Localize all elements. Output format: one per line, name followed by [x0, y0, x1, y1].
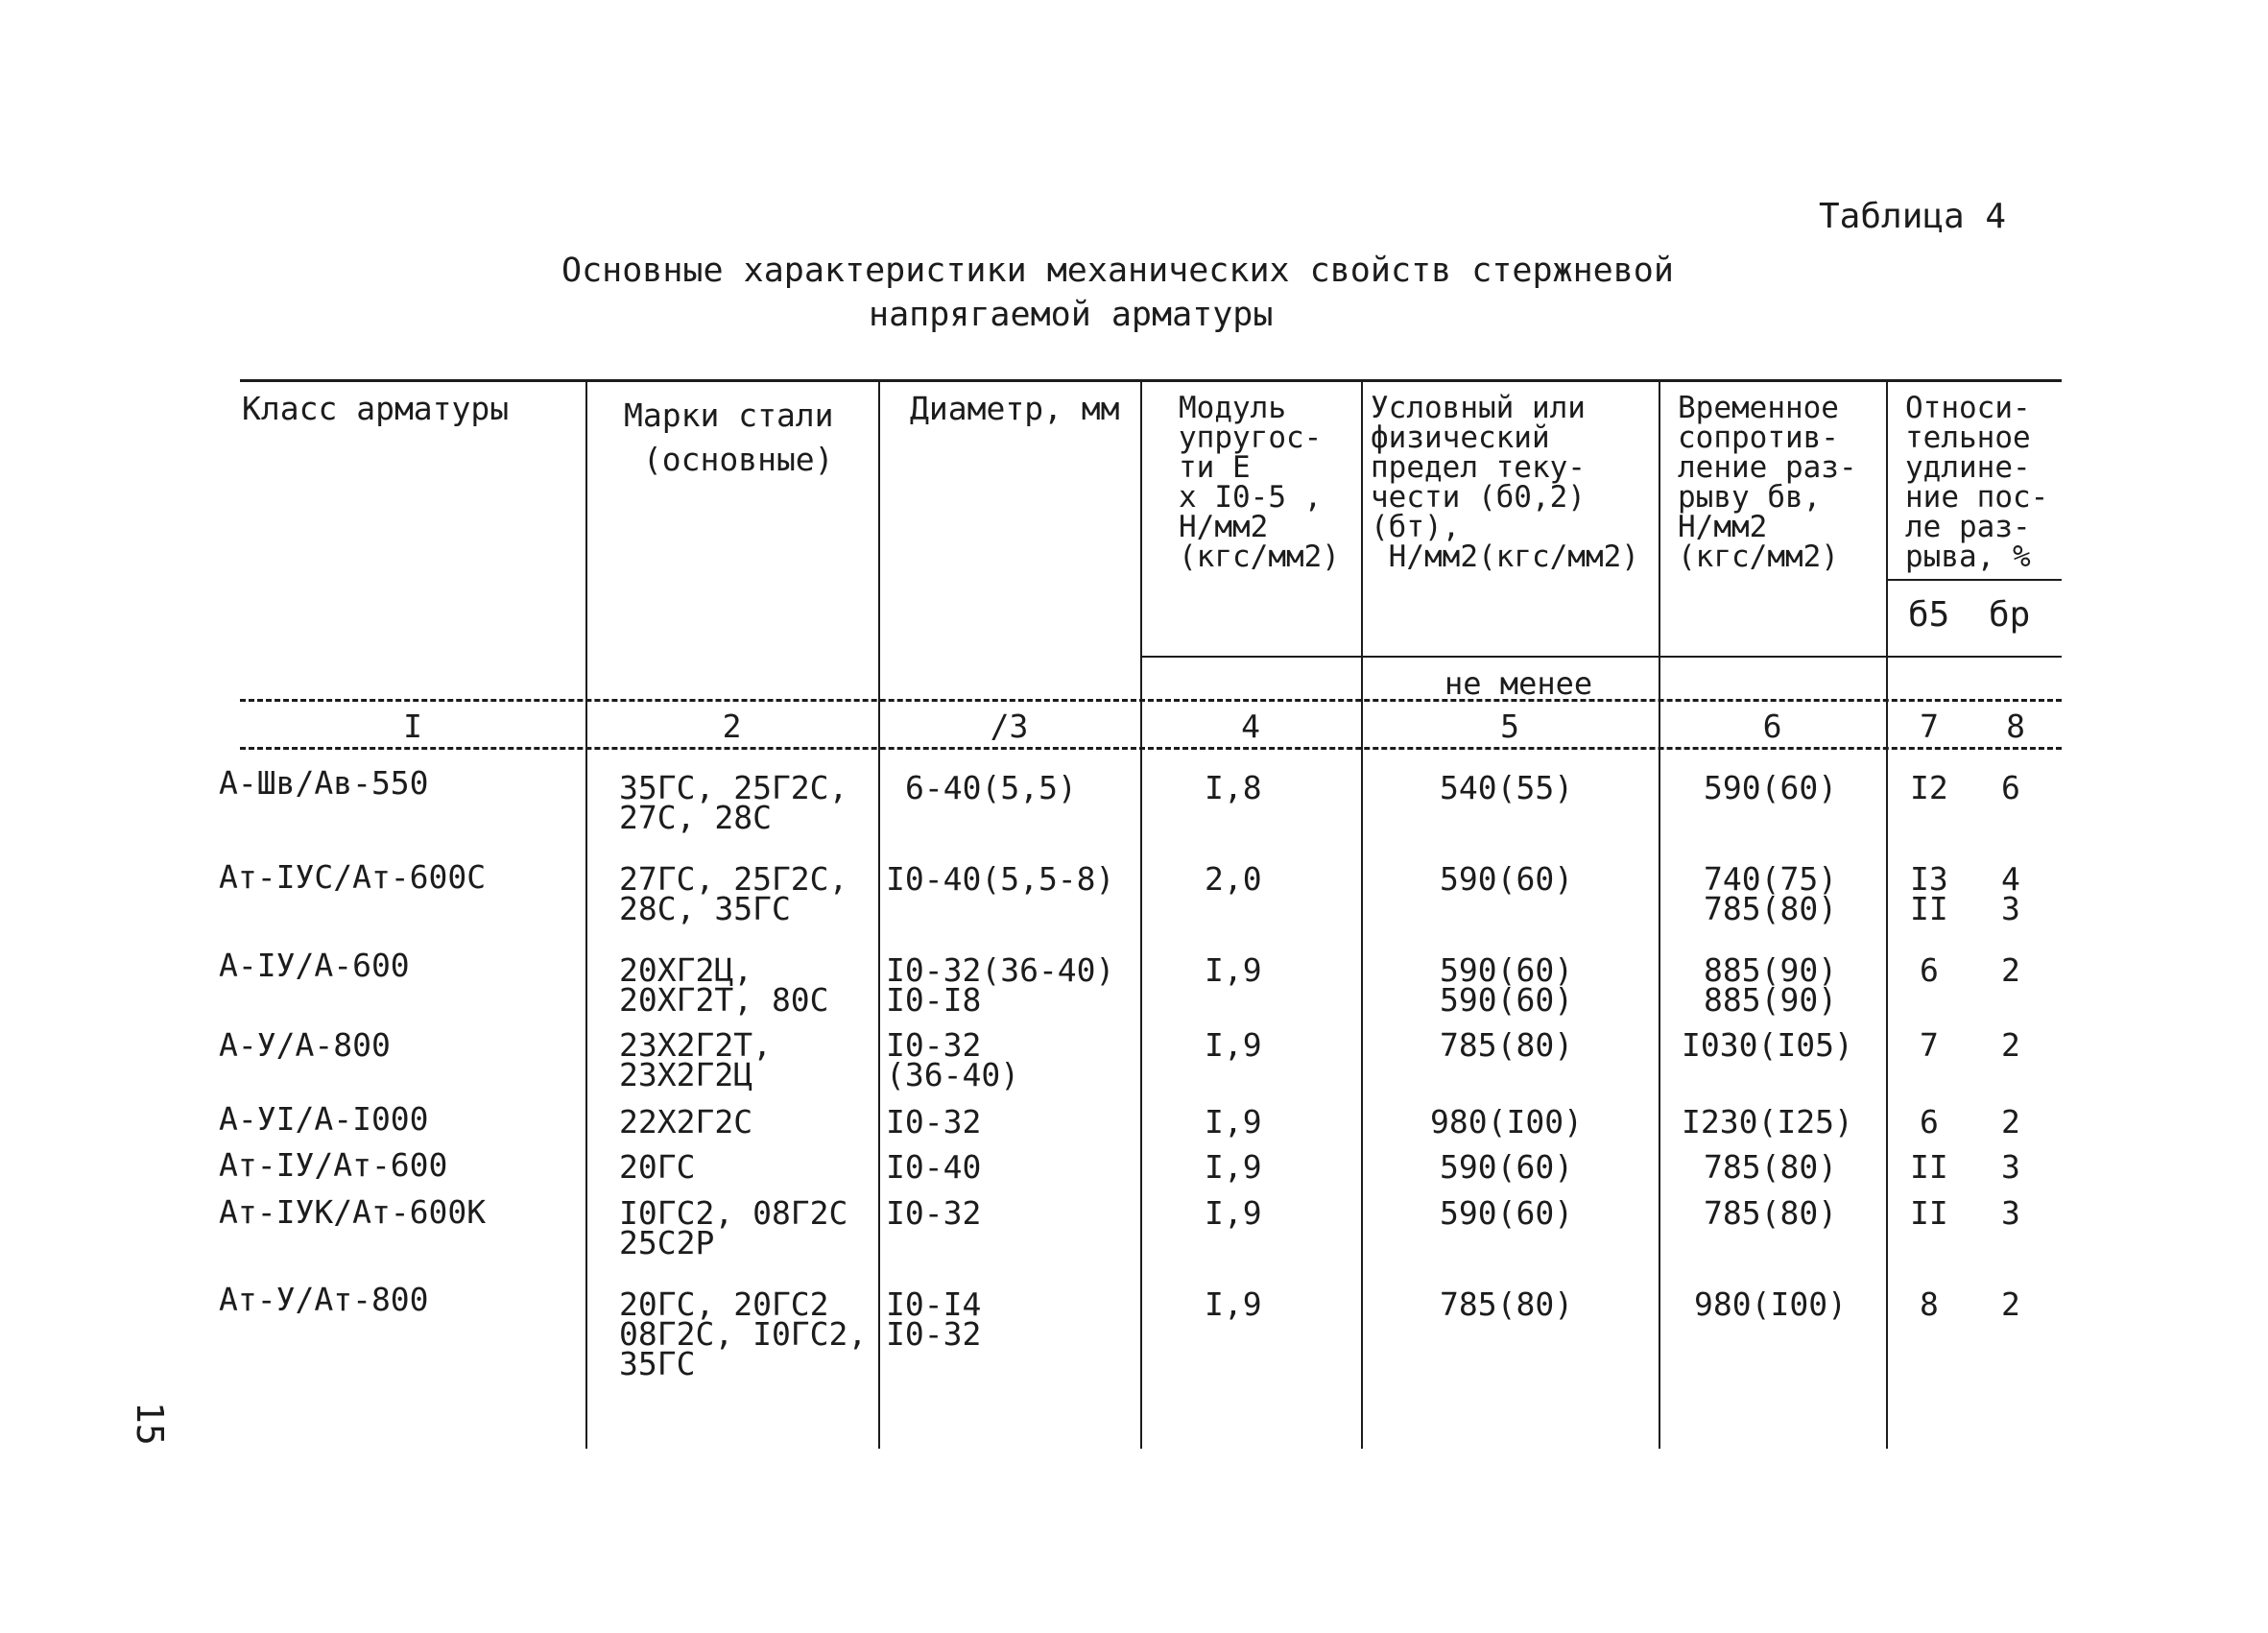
header-yield-strength: Условный или физический предел теку- чести (б0,2) (бт), Н/мм2(кгс/мм2)	[1371, 391, 1639, 574]
row1-tensile: 590(60)	[1704, 769, 1838, 806]
row5-deltap: 2	[2001, 1103, 2020, 1141]
col-divider-2	[878, 381, 880, 1449]
col-divider-5	[1659, 381, 1660, 1449]
row6-deltap: 3	[2001, 1148, 2020, 1186]
header-bottom-rule	[240, 699, 2062, 702]
row5-diameter: I0-32	[886, 1103, 982, 1141]
row1-modulus: I,8	[1205, 769, 1262, 806]
column-number-2: 2	[722, 708, 742, 745]
header-deltap: бр	[1989, 595, 2031, 635]
row6-diameter: I0-40	[886, 1148, 982, 1186]
row3-modulus: I,9	[1205, 951, 1262, 989]
row1-class: А-Шв/Ав-550	[219, 764, 429, 802]
column-number-1: I	[403, 708, 422, 745]
row3-steel: 20ХГ2Ц, 20ХГ2Т, 80С	[619, 951, 829, 1019]
row5-modulus: I,9	[1205, 1103, 1262, 1141]
header-class: Класс арматуры	[242, 390, 510, 427]
column-number-8: 8	[2006, 708, 2025, 745]
page-number: 15	[129, 1402, 171, 1446]
row3-tensile: 885(90) 885(90)	[1704, 951, 1838, 1019]
row8-steel: 20ГС, 20ГС2 08Г2С, I0ГС2, 35ГС	[619, 1285, 868, 1382]
header-tensile-strength: Временное сопротив- ление раз- рыву бв, Н/мм2 (кгс/мм2)	[1678, 391, 1857, 574]
row8-deltap: 2	[2001, 1285, 2020, 1323]
row2-diameter: I0-40(5,5-8)	[886, 860, 1115, 898]
row7-yield: 590(60)	[1440, 1194, 1574, 1232]
row4-steel: 23Х2Г2Т, 23Х2Г2Ц	[619, 1026, 772, 1093]
row5-delta5: 6	[1920, 1103, 1939, 1141]
col-divider-3	[1140, 381, 1142, 1449]
not-less-top-rule	[1140, 656, 2062, 658]
row8-delta5: 8	[1920, 1285, 1939, 1323]
header-steel-grades: Марки стали (основные)	[624, 396, 834, 478]
row3-deltap: 2	[2001, 951, 2020, 989]
row4-yield: 785(80)	[1440, 1026, 1574, 1064]
row2-yield: 590(60)	[1440, 860, 1574, 898]
numbers-bottom-rule	[240, 747, 2062, 750]
row5-yield: 980(I00)	[1430, 1103, 1583, 1141]
row6-yield: 590(60)	[1440, 1148, 1574, 1186]
row6-steel: 20ГС	[619, 1148, 696, 1186]
column-number-7: 7	[1920, 708, 1939, 745]
row8-diameter: I0-I4 I0-32	[886, 1285, 982, 1353]
row1-deltap: 6	[2001, 769, 2020, 806]
col-divider-6	[1886, 381, 1888, 1449]
row3-delta5: 6	[1920, 951, 1939, 989]
row7-modulus: I,9	[1205, 1194, 1262, 1232]
row6-class: Ат-IУ/Ат-600	[219, 1146, 448, 1184]
row2-steel: 27ГС, 25Г2С, 28С, 35ГС	[619, 860, 848, 927]
row5-tensile: I230(I25)	[1682, 1103, 1853, 1141]
column-number-5: 5	[1500, 708, 1519, 745]
row6-delta5: II	[1910, 1148, 1948, 1186]
row1-yield: 540(55)	[1440, 769, 1574, 806]
header-modulus: Модуль упругос- ти Е х I0-5 , Н/мм2 (кгс/мм2)	[1179, 391, 1340, 574]
row7-delta5: II	[1910, 1194, 1948, 1232]
row7-diameter: I0-32	[886, 1194, 982, 1232]
col-divider-1	[585, 381, 587, 1449]
elongation-sub-rule	[1886, 579, 2062, 581]
row5-class: А-УI/А-I000	[219, 1100, 429, 1138]
header-not-less: не менее	[1444, 665, 1593, 702]
table-title-line2: напрягаемой арматуры	[869, 296, 1274, 334]
row2-deltap: 4 3	[2001, 860, 2020, 927]
table-title-line1: Основные характеристики механических свойств стержневой	[561, 252, 1674, 290]
header-elongation: Относи- тельное удлине- ние пос- ле раз- рыва, %	[1905, 391, 2049, 574]
row8-yield: 785(80)	[1440, 1285, 1574, 1323]
row5-steel: 22Х2Г2С	[619, 1103, 753, 1141]
row2-modulus: 2,0	[1205, 860, 1262, 898]
row1-steel: 35ГС, 25Г2С, 27С, 28С	[619, 769, 848, 836]
row4-class: А-У/А-800	[219, 1026, 391, 1064]
col-divider-4	[1361, 381, 1363, 1449]
row8-tensile: 980(I00)	[1694, 1285, 1847, 1323]
row3-yield: 590(60) 590(60)	[1440, 951, 1574, 1019]
row4-deltap: 2	[2001, 1026, 2020, 1064]
row6-tensile: 785(80)	[1704, 1148, 1838, 1186]
table-label: Таблица 4	[1819, 197, 2007, 236]
row8-class: Ат-У/Ат-800	[219, 1281, 429, 1318]
column-number-4: 4	[1241, 708, 1260, 745]
row6-modulus: I,9	[1205, 1148, 1262, 1186]
table-top-rule	[240, 379, 2062, 382]
row3-class: А-IУ/А-600	[219, 947, 410, 984]
row7-deltap: 3	[2001, 1194, 2020, 1232]
column-number-3: /3	[990, 708, 1029, 745]
row2-class: Ат-IУС/Ат-600С	[219, 858, 487, 896]
header-delta5: б5	[1908, 595, 1950, 635]
row4-delta5: 7	[1920, 1026, 1939, 1064]
row4-diameter: I0-32 (36-40)	[886, 1026, 1020, 1093]
row7-class: Ат-IУК/Ат-600К	[219, 1193, 487, 1231]
row1-delta5: I2	[1910, 769, 1948, 806]
header-diameter: Диаметр, мм	[910, 390, 1120, 427]
row4-modulus: I,9	[1205, 1026, 1262, 1064]
column-number-6: 6	[1762, 708, 1782, 745]
row4-tensile: I030(I05)	[1682, 1026, 1853, 1064]
row1-diameter: 6-40(5,5)	[905, 769, 1077, 806]
row7-tensile: 785(80)	[1704, 1194, 1838, 1232]
row2-tensile: 740(75) 785(80)	[1704, 860, 1838, 927]
row7-steel: I0ГС2, 08Г2С 25С2Р	[619, 1194, 848, 1261]
row8-modulus: I,9	[1205, 1285, 1262, 1323]
row3-diameter: I0-32(36-40) I0-I8	[886, 951, 1115, 1019]
row2-delta5: I3 II	[1910, 860, 1948, 927]
